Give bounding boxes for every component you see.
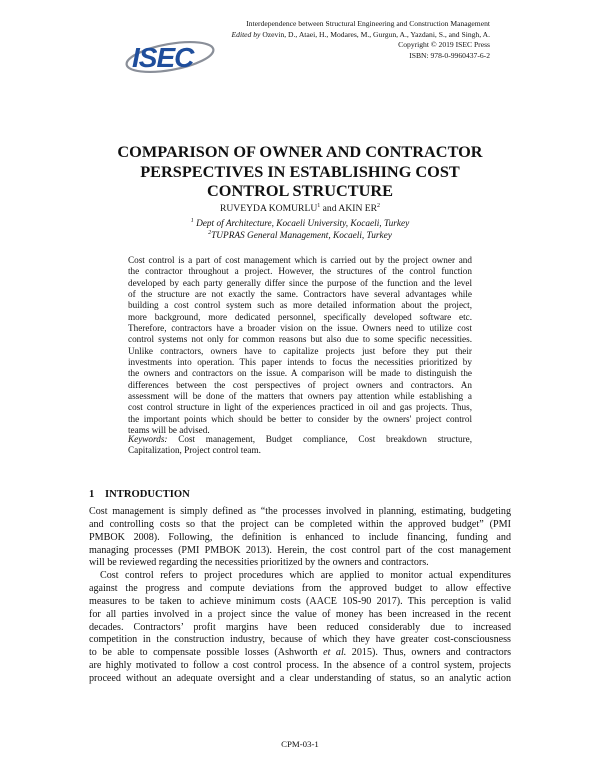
abstract-line: the owners and contractors on the issue. A comparison will be made to distinguish the — [128, 368, 472, 379]
affiliations — [80, 219, 520, 242]
abstract-line: teams will be advised. — [128, 425, 210, 436]
author-sup: 1 — [317, 202, 321, 209]
logo-text: ISEC — [132, 42, 194, 73]
intro-line: decades. Contractors’ profit margins have been reduced considerably due to increased — [89, 621, 511, 633]
keywords — [128, 434, 472, 457]
abstract-line: the contractor throughout a project. However, the structures of the control function — [128, 266, 472, 277]
affiliation-text: Dept of Architecture, Kocaeli University, Kocaeli, Turkey — [196, 219, 410, 229]
affiliation-sup: 1 — [190, 217, 194, 224]
editors-line — [224, 30, 490, 41]
section-title: INTRODUCTION — [105, 489, 190, 500]
title-line: CONTROL STRUCTURE — [207, 181, 393, 201]
intro-line: for all parties involved in a project since the value of money has been increased in the recent — [89, 608, 511, 620]
introduction-body — [89, 506, 511, 686]
intro-italic: et al. — [323, 647, 347, 659]
title-line: PERSPECTIVES IN ESTABLISHING COST — [140, 161, 460, 181]
isec-logo — [118, 34, 218, 78]
intro-line: managing processes (PMI PMBOK 2013). Herein, the cost control part of the cost management — [89, 544, 511, 556]
author-name: RUVEYDA KOMURLU — [219, 203, 318, 214]
author-name: AKIN ER — [338, 203, 378, 214]
intro-line: proceed without an adequate oversight and a clear understanding of status, so an analytic action — [89, 672, 511, 684]
paper-title — [80, 142, 520, 201]
conference-header — [224, 19, 490, 61]
title-line: COMPARISON OF OWNER AND CONTRACTOR — [117, 142, 483, 161]
authors-line — [80, 203, 520, 214]
keywords-line — [128, 434, 472, 445]
intro-line — [89, 647, 511, 660]
affiliation-sup: 2 — [208, 229, 212, 236]
abstract-line: of the structure are not exactly the same. Contractors have several advantages while — [128, 289, 472, 300]
abstract-line: Therefore, contractors have a broader vision on the issue. Owners need to utilize cost — [128, 323, 472, 334]
abstract-line: cost control structure in light of the experiences practiced in oil and gas projects. Thus, — [128, 402, 472, 413]
intro-line: and controlling costs so that the project can be completed within the approved budget” (PMI — [89, 518, 511, 530]
isbn-line: ISBN: 978-0-9960437-6-2 — [409, 50, 490, 60]
abstract — [128, 255, 472, 437]
keywords-line: Capitalization, Project control team. — [128, 445, 261, 456]
affiliation — [80, 219, 520, 231]
abstract-line: assessment will be done of the matters that owners pay attention while establishing a — [128, 391, 472, 402]
intro-line: Cost control refers to project procedures which are applied to monitor actual expenditures — [100, 570, 511, 582]
abstract-line: investments into operation. This paper intends to focus the necessities prioritized by — [128, 357, 472, 368]
abstract-line: control systems not only for common reasons but also due to some specific necessities. — [128, 334, 472, 345]
section-heading — [89, 489, 190, 500]
copyright-line: Copyright © 2019 ISEC Press — [398, 40, 490, 50]
intro-line: competition in the construction industry, because of which they have greater cost-consciousness — [89, 634, 511, 646]
author-sup: 2 — [377, 202, 381, 209]
keywords-label: Keywords: — [128, 434, 168, 444]
intro-line: measures to be taken to achieve minimum costs (AACE 10S-90 2017). This perception is valid — [89, 595, 511, 607]
abstract-line: more background, more dedicated personnel, specifically developed software etc. — [128, 311, 472, 322]
intro-line: Cost management is simply defined as “the processes involved in planning, estimating, budgeting — [89, 506, 511, 517]
intro-text: to be able to compensate possible losses (Ashworth — [89, 647, 324, 659]
page-footer: CPM-03-1 — [281, 739, 319, 749]
keywords-text: Cost management, Budget compliance, Cost breakdown structure, — [178, 434, 473, 444]
abstract-line: Cost control is a part of cost management which is carried out by the project owner and — [128, 255, 472, 265]
abstract-line: developed by each party generally differ since the purpose of the function and the level — [128, 277, 472, 288]
intro-line: are highly motivated to follow a cost control process. In the absence of a control system, projects — [89, 660, 511, 672]
abstract-line: Unlike contractors, owners have to capitalize projects just before they put their — [128, 345, 472, 356]
editors: Ozevin, D., Ataei, H., Modares, M., Gurgun, A., Yazdani, S., and Singh, A. — [262, 29, 490, 39]
affiliation-text: TUPRAS General Management, Kocaeli, Turkey — [211, 230, 392, 241]
affiliation — [80, 231, 520, 243]
abstract-line: differences between the cost perspectives of project owners and contractors. An — [128, 379, 472, 390]
edited-by-label: Edited by — [231, 29, 261, 39]
intro-line: against the progress and compute deviations from the approved budget to allow effective — [89, 583, 511, 595]
abstract-line: building a cost control system such as more detailed information about the project, — [128, 300, 472, 311]
intro-line: will be reviewed regarding the necessities prioritized by the owners and contractors. — [89, 557, 429, 569]
abstract-line: the important points which should be better to consider by the owners' project control — [128, 413, 472, 424]
intro-line: PMBOK 2008). Following, the definition is enhanced to include financing, funding and — [89, 531, 511, 543]
conference-title: Interdependence between Structural Engineering and Construction Management — [246, 19, 490, 28]
author-and: and — [322, 203, 337, 214]
intro-text: 2015). Thus, owners and contractors — [346, 647, 511, 659]
section-number: 1 — [89, 489, 95, 500]
